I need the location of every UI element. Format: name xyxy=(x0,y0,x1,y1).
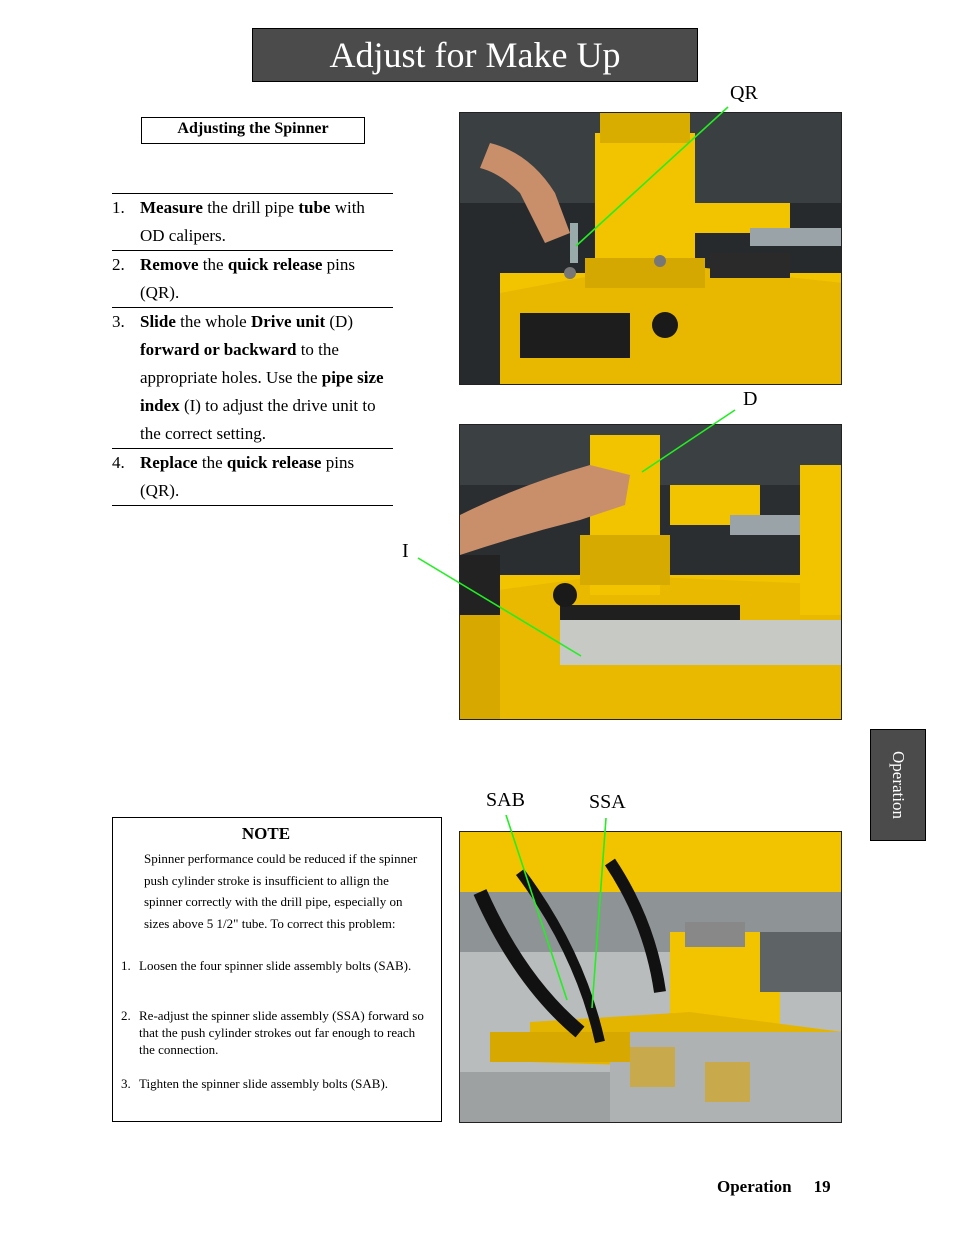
page-footer xyxy=(717,1177,831,1197)
step-text: Remove the quick release pins (QR). xyxy=(140,255,356,302)
step-number: 4. xyxy=(112,453,125,472)
note-box xyxy=(112,817,442,1122)
footer-section: Operation xyxy=(717,1177,792,1196)
note-item-number: 1. xyxy=(121,958,131,973)
note-item-text: Loosen the four spinner slide assembly bolts (SAB). xyxy=(139,958,412,973)
callout-sab: SAB xyxy=(486,789,525,811)
page-title-box xyxy=(252,28,698,82)
note-item-number: 2. xyxy=(121,1008,131,1023)
procedure-steps xyxy=(112,193,393,506)
section-subtitle: Adjusting the Spinner xyxy=(141,117,365,144)
page-number: 19 xyxy=(813,1177,831,1196)
note-item-text: Tighten the spinner slide assembly bolts (SAB). xyxy=(139,1076,389,1091)
step-text: Measure the drill pipe tube with OD calipers. xyxy=(140,198,365,245)
step-2 xyxy=(112,250,393,307)
callout-i: I xyxy=(402,540,409,562)
callout-ssa: SSA xyxy=(589,791,626,813)
note-item-number: 3. xyxy=(121,1076,131,1091)
page-title: Adjust for Make Up xyxy=(329,35,621,75)
step-number: 2. xyxy=(112,255,125,274)
callout-qr: QR xyxy=(730,82,758,104)
note-item-text: Re-adjust the spinner slide assembly (SSA) forward so that the push cylinder strokes out far enough to reach the connection. xyxy=(139,1008,424,1057)
step-text: Slide the whole Drive unit (D) forward or backward to the appropriate holes. Use the pipe size index (I) to adjust the drive unit to the correct setting. xyxy=(140,312,384,443)
step-1 xyxy=(112,193,393,250)
step-number: 1. xyxy=(112,198,125,217)
note-item-1 xyxy=(121,957,433,974)
step-3 xyxy=(112,307,393,448)
note-intro: Spinner performance could be reduced if the spinner push cylinder stroke is insufficient to allign the spinner correctly with the drill pipe, especially on sizes above 5 1/2" tube. To correct this problem: xyxy=(144,851,418,931)
step-4 xyxy=(112,448,393,506)
side-tab-label: Operation xyxy=(889,751,908,819)
step-text: Replace the quick release pins (QR). xyxy=(140,453,355,500)
callout-d: D xyxy=(743,388,758,410)
photo-spinner-slide-assembly xyxy=(459,831,842,1123)
photo-drive-unit xyxy=(459,424,842,720)
note-item-2 xyxy=(121,1007,433,1058)
section-side-tab xyxy=(870,729,926,841)
note-title: NOTE xyxy=(241,824,291,843)
photo-quick-release-pins xyxy=(459,112,842,385)
step-number: 3. xyxy=(112,312,125,331)
note-item-3 xyxy=(121,1075,433,1092)
